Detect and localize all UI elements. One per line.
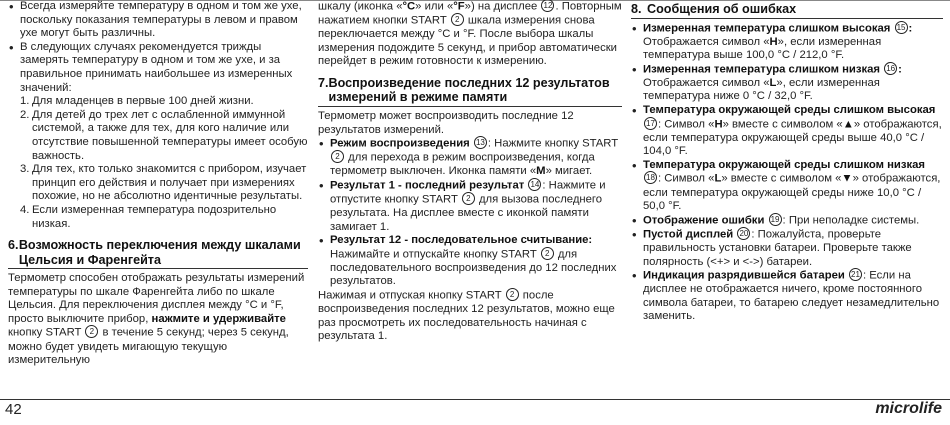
memory-list (318, 137, 622, 289)
section-7-heading (318, 74, 622, 107)
circled-number: 2 (541, 247, 554, 260)
display-symbol: L (714, 172, 722, 185)
list-item-text: Нажимайте и отпускайте кнопку START (330, 248, 537, 261)
item-title: Пустой дисплей (643, 228, 734, 241)
paragraph-text: » или « (415, 0, 454, 13)
paragraph-text: ») на дисплее (464, 0, 538, 13)
list-item-text: для вызова последнего результата. На дисплее вместе с иконкой памяти замигает 1. (330, 193, 603, 233)
list-item-text: Для детей до трех лет с ослабленной иммунной системой, а также для тех, для кого наличие или отсутствие повышенной температуры имеет особую важность. (32, 108, 308, 162)
circled-number: 13 (474, 136, 487, 149)
section-6-paragraph (8, 272, 308, 368)
section-6-heading (8, 236, 308, 269)
column-1 (8, 0, 308, 368)
list-item-text: Отображается символ « (643, 76, 770, 89)
section-8-heading (631, 0, 943, 19)
list-item (8, 41, 308, 95)
unit-symbol: °C (402, 0, 416, 13)
list-item: • Измеренная температура слишком низкая 16 : Отображается символ «L», если измеренная температура ниже 0 °C / 32,0 °F. (631, 63, 943, 104)
item-title: Температура окружающей среды слишком низкая (643, 158, 925, 171)
tips-list (8, 0, 308, 95)
item-number: 2. (20, 108, 30, 121)
list-item-text: : Нажмите кнопку START (487, 137, 618, 150)
paragraph-text: шкала измерения снова переключается между °C и °F. После выбора шкалы измерения подождите 5 секунд, и прибор автоматически перейдет в режим готовности к измерению. (318, 14, 617, 68)
list-item (20, 95, 308, 109)
continued-paragraph (318, 0, 622, 69)
circled-number: 2 (451, 13, 464, 26)
display-symbol: L (769, 76, 777, 89)
section-title: Возможность переключения между шкалами Цельсия и Фаренгейта (18, 238, 301, 267)
list-item-text: Отображается символ « (643, 35, 770, 48)
list-item-text: » мигает. (545, 165, 593, 178)
circled-number: 2 (85, 325, 98, 338)
paragraph-text: Нажимая и отпуская кнопку START (318, 289, 502, 302)
item-title: Результат 12 - последовательное считывание: (330, 234, 593, 247)
display-symbol: H (714, 118, 723, 131)
paragraph-text: после воспроизведения последних 12 результатов, можно еще раз просмотреть их последовательность начиная с результата 1. (318, 289, 615, 343)
column-3 (631, 0, 943, 324)
list-item-text: » отображаются, если температура окружающей среды выше 40,0 °C / 104,0 °F. (643, 118, 942, 158)
list-item (631, 159, 943, 214)
circled-number: 2 (506, 288, 519, 301)
paragraph-text: в течение 5 секунд; через 5 секунд, можно будет увидеть мигающую текущую измерительную (8, 326, 289, 367)
brand-logo: microlife (875, 400, 942, 417)
list-item-text: » отображаются, если температура окружающей среды ниже 10,0 °C / 50,0 °F. (643, 172, 941, 213)
section-number: 7. (318, 75, 329, 90)
list-item-text: : Символ « (658, 172, 715, 185)
circled-number: 2 (462, 192, 475, 205)
triangle-up-icon: ▲ (842, 118, 854, 131)
display-symbol: H (769, 35, 778, 48)
list-item (631, 104, 943, 159)
item-number: 4. (20, 203, 30, 216)
list-item (318, 137, 622, 179)
section-title: Воспроизведение последних 12 результатов измерений в режиме памяти (328, 75, 610, 105)
section-7-intro: Термометр может воспроизводить последние 12 результатов измерений. (318, 109, 574, 136)
memory-symbol: M (536, 165, 546, 178)
item-title: Температура окружающей среды слишком высокая (643, 104, 936, 117)
section-number: 8. (631, 2, 642, 16)
list-item (631, 214, 943, 228)
item-number: 1. (20, 95, 30, 108)
list-item: • Измеренная температура слишком высокая 15 : Отображается символ «H», если измеренная температура выше 100,0 °C / 212,0 °F. (631, 22, 943, 63)
circled-number: 16 (884, 62, 897, 75)
circled-number: 21 (849, 268, 862, 281)
errors-list (631, 22, 943, 324)
item-number: 3. (20, 163, 30, 176)
paragraph-text: кнопку START (8, 326, 82, 339)
list-item-text: : Символ « (658, 118, 715, 131)
list-item (8, 0, 308, 41)
item-title: Индикация разрядившейся батареи (643, 269, 845, 282)
list-item (631, 269, 943, 324)
list-item (20, 109, 308, 163)
list-item-text: : Если на дисплее не отображается ничего, кроме постоянного символа батареи, то батарею следует незамедлительно заменить. (643, 269, 940, 323)
list-item (318, 179, 622, 234)
numbered-list (20, 95, 308, 231)
list-item (20, 204, 308, 231)
section-7-outro (318, 289, 622, 344)
list-item-text: : Нажмите и отпустите кнопку START (330, 179, 606, 206)
item-title: Результат 1 - последний результат (330, 179, 525, 192)
list-item-text: : Пожалуйста, проверьте правильность установки батареи. Проверьте также полярность (<+> и <->) батареи. (643, 228, 912, 268)
list-item-text: Всегда измеряйте температуру в одном и том же ухе, поскольку показания температуры в левом и правом ухе могут быть различны. (20, 0, 302, 40)
circled-number: 19 (769, 213, 782, 226)
list-item-text: Для тех, кто только знакомится с прибором, изучает принцип его действия и получает при измерениях похожие, но не абсолютно идентичные результаты. (32, 163, 307, 203)
column-2 (318, 0, 622, 344)
circled-number: 2 (331, 150, 344, 163)
list-item (318, 234, 622, 289)
list-item-text: », если измеренная температура выше 100,0 °C / 212,0 °F. (643, 35, 882, 62)
item-title: Режим воспроизведения (330, 137, 470, 150)
list-item-text: В следующих случаях рекомендуется трижды замерять температуру в одном и том же ухе, и за правильное принимать наибольшее из измеренных значений: (20, 40, 293, 94)
list-item-text: для перехода в режим воспроизведения, когда термометр выключен. Иконка памяти « (330, 151, 595, 178)
list-item-text: », если измеренная температура ниже 0 °C / 32,0 °F. (643, 76, 880, 103)
item-title: Отображение ошибки (643, 214, 765, 227)
circled-number: 15 (895, 21, 908, 34)
list-item-text: : При неполадке системы. (782, 214, 920, 227)
circled-number: 17 (644, 117, 657, 130)
paragraph-text: шкалу (иконка « (318, 0, 403, 13)
circled-number: 18 (644, 171, 657, 184)
circled-number: 20 (737, 227, 750, 240)
section-number: 6. (8, 238, 19, 253)
paragraph-text: Термометр способен отображать результаты измерений температуры по шкале Фаренгейта либо по шкале Цельсия. Для переключения дисплея между °C и °F, просто выключите прибор, (8, 272, 305, 325)
list-item-text: Для младенцев в первые 100 дней жизни. (32, 95, 254, 108)
circled-number: 12 (541, 0, 554, 12)
page-number: 42 (5, 401, 22, 418)
circled-number: 14 (528, 178, 541, 191)
item-title: Измеренная температура слишком низкая (643, 63, 881, 76)
page-footer (0, 399, 950, 425)
list-item-text: » вместе с символом « (721, 172, 842, 185)
unit-symbol: °F (453, 0, 465, 13)
list-item (20, 163, 308, 204)
list-item (631, 228, 943, 269)
list-item-text: Если измеренная температура подозрительно низкая. (32, 203, 277, 230)
section-title: Сообщения об ошибках (647, 2, 797, 16)
triangle-down-icon: ▼ (841, 172, 853, 185)
list-item-text: » вместе с символом « (722, 118, 843, 131)
list-item-text: для последовательного воспроизведения до 12 последних результатов. (330, 248, 617, 288)
paragraph-text: . Повторным нажатием кнопки START (318, 0, 622, 27)
item-title: Измеренная температура слишком высокая (643, 21, 891, 34)
emphasis-text: нажмите и удерживайте (151, 312, 286, 325)
